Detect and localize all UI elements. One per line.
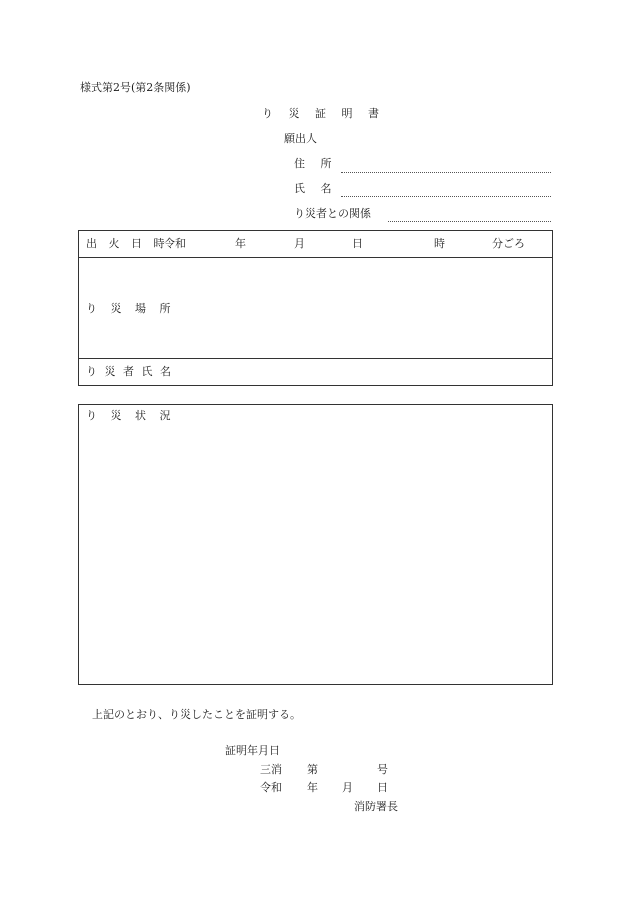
cert-year: 年	[307, 781, 318, 794]
cert-day: 日	[377, 781, 388, 794]
number-prefix: 第	[307, 763, 318, 776]
name-label: 氏 名	[294, 182, 338, 195]
datetime-day: 日	[352, 237, 363, 250]
certificate-date-label: 証明年月日	[225, 744, 280, 757]
datetime-month: 月	[294, 237, 305, 250]
victim-name-label: り 災 者 氏 名	[86, 365, 173, 378]
relation-field[interactable]	[388, 221, 551, 222]
fire-datetime-label: 出 火 日 時	[86, 237, 169, 250]
table-divider	[78, 358, 553, 359]
issuer-code: 三消	[260, 763, 282, 776]
cert-era: 令和	[260, 781, 282, 794]
datetime-minute: 分ごろ	[492, 237, 525, 250]
relation-label: り災者との関係	[294, 207, 371, 220]
applicant-heading: 願出人	[284, 132, 317, 145]
address-field[interactable]	[341, 172, 551, 173]
datetime-year: 年	[235, 237, 246, 250]
status-box	[78, 404, 553, 685]
status-label: り 災 状 況	[86, 409, 176, 422]
certification-statement: 上記のとおり、り災したことを証明する。	[92, 708, 301, 721]
form-number-label: 様式第2号(第2条関係)	[80, 81, 191, 94]
fire-location-label: り 災 場 所	[86, 302, 176, 315]
address-label: 住 所	[294, 157, 338, 170]
signatory-title: 消防署長	[354, 800, 398, 813]
name-field[interactable]	[341, 196, 551, 197]
document-title: り 災 証 明 書	[262, 107, 385, 120]
table-divider	[78, 257, 553, 258]
cert-month: 月	[342, 781, 353, 794]
datetime-hour: 時	[434, 237, 445, 250]
datetime-era: 令和	[164, 237, 186, 250]
number-suffix: 号	[377, 763, 388, 776]
